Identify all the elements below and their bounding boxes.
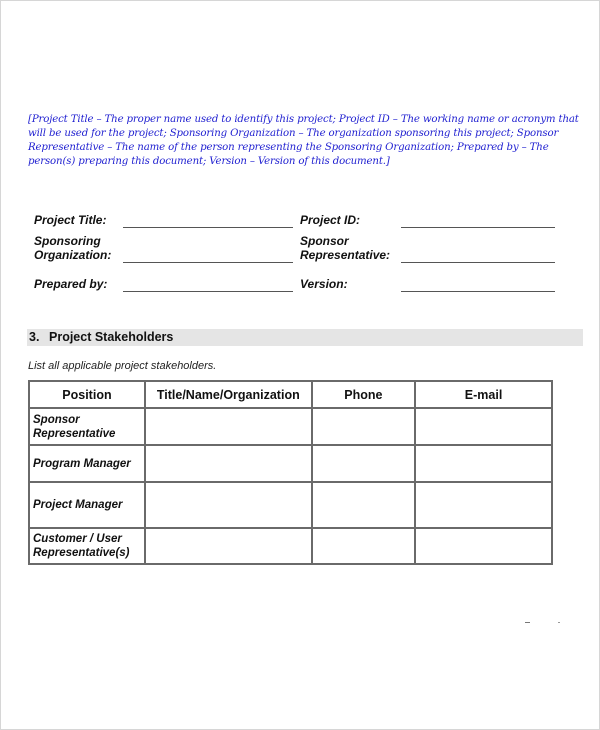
project-title-label: Project Title:	[34, 213, 107, 227]
position-line1: Program Manager	[33, 457, 131, 470]
sponsoring-organization-label-line1: Sponsoring	[34, 234, 101, 248]
email-cell[interactable]	[415, 445, 552, 482]
section-title: Project Stakeholders	[49, 330, 174, 344]
table-row	[29, 482, 552, 528]
sponsor-representative-field[interactable]	[401, 262, 555, 263]
sponsor-representative-label-line2: Representative:	[300, 248, 391, 262]
sponsor-representative-label	[300, 234, 390, 262]
name-cell[interactable]	[145, 482, 312, 528]
email-cell[interactable]	[415, 482, 552, 528]
project-title-field[interactable]	[123, 227, 293, 228]
version-field[interactable]	[401, 291, 555, 292]
sponsoring-organization-label	[34, 234, 111, 262]
column-header-position: Position	[29, 381, 145, 408]
prepared-by-field[interactable]	[123, 291, 293, 292]
position-line1: Project Manager	[33, 499, 123, 511]
position-line2: Representative	[33, 427, 116, 440]
position-line1: Sponsor	[33, 413, 80, 426]
project-id-field[interactable]	[401, 227, 555, 228]
project-id-label: Project ID:	[300, 213, 361, 227]
phone-cell[interactable]	[312, 408, 415, 445]
section-heading	[29, 330, 173, 345]
table-header-row	[29, 381, 552, 408]
phone-cell[interactable]	[312, 445, 415, 482]
section-intro: List all applicable project stakeholders.	[28, 360, 217, 372]
phone-cell[interactable]	[312, 528, 415, 564]
name-cell[interactable]	[145, 528, 312, 564]
version-label: Version:	[300, 277, 348, 291]
position-cell	[29, 482, 145, 528]
table-row	[29, 445, 552, 482]
column-header-phone: Phone	[312, 381, 415, 408]
section-number: 3.	[29, 330, 40, 344]
stakeholders-table	[28, 380, 553, 565]
footer-mark	[525, 622, 530, 623]
sponsoring-organization-field[interactable]	[123, 262, 293, 263]
sponsor-representative-label-line1: Sponsor	[300, 234, 349, 248]
position-line2: Representative(s)	[33, 547, 130, 559]
position-cell	[29, 408, 145, 445]
column-header-title-name-organization: Title/Name/Organization	[145, 381, 312, 408]
position-cell	[29, 445, 145, 482]
phone-cell[interactable]	[312, 482, 415, 528]
table-row	[29, 408, 552, 445]
name-cell[interactable]	[145, 445, 312, 482]
email-cell[interactable]	[415, 408, 552, 445]
footer-mark	[558, 622, 560, 623]
position-line1: Customer / User	[33, 533, 122, 545]
table-row	[29, 528, 552, 564]
position-cell	[29, 528, 145, 564]
name-cell[interactable]	[145, 408, 312, 445]
prepared-by-label: Prepared by:	[34, 277, 108, 291]
column-header-email: E-mail	[415, 381, 552, 408]
instruction-text: [Project Title – The proper name used to identify this project; Project ID – The working name or acronym that will be used for the project; Sponsoring Organization – The organization sponsoring this project; Sponsor Representative – The name of the person representing the Sponsoring Organization; Prepared by – The person(s) preparing this document; Version – Version of this document.]	[28, 114, 579, 167]
sponsoring-organization-label-line2: Organization:	[34, 248, 112, 262]
email-cell[interactable]	[415, 528, 552, 564]
